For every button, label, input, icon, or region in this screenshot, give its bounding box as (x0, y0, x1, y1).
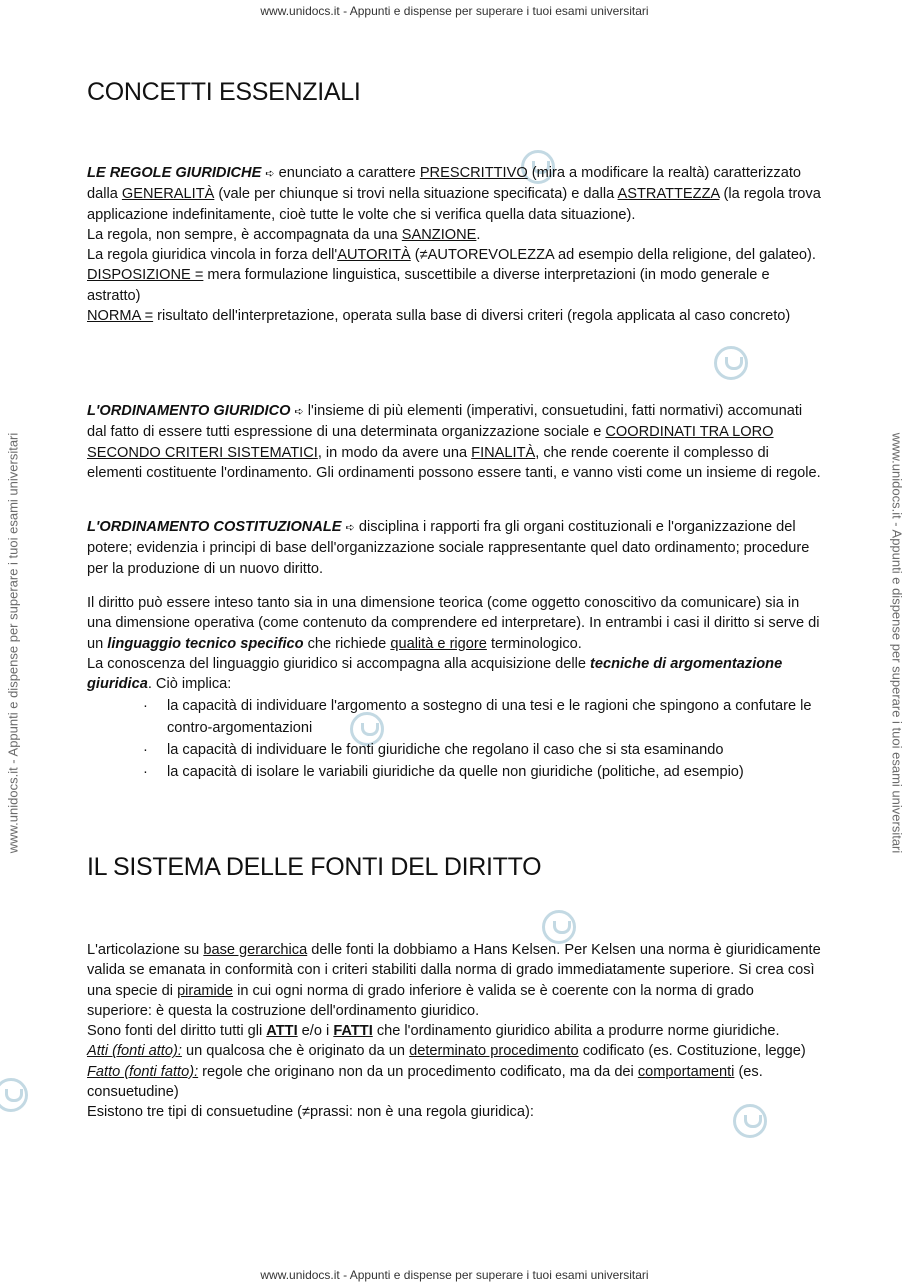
unidocs-logo-icon (542, 910, 576, 944)
term-tecniche-argomentazione: tecniche di argomentazione giuridica (87, 655, 783, 693)
consuetudine-line: Esistono tre tipi di consuetudine (≠prassi: non è una regola giuridica): (87, 1104, 534, 1121)
term-base-gerarchica: base gerarchica (203, 942, 308, 958)
paragraph-ordinamento-costituzionale: L'ORDINAMENTO COSTITUZIONALE ➪ disciplina i rapporti fra gli organi costituzionali e l'organizzazione del potere; evidenzia i principi di base dell'organizzazione sociale rappresentante quel dato ordinamento; procedure per la produzione di un nuovo diritto. (87, 519, 810, 577)
regole-lead: LE REGOLE GIURIDICHE (87, 165, 262, 181)
term-sanzione: SANZIONE (401, 226, 477, 243)
paragraph-ordinamento-giuridico: L'ORDINAMENTO GIURIDICO ➪ l'insieme di più elementi (imperativi, consuetudini, fatti normativi) accomunati dal fatto di essere tutti espressione di una determinata organizzazione sociale e COORDINATI TRA LORO SECONDO CRITERI SISTEMATICI, in modo da avere una FINALITÀ, che rende coerente il complesso di elementi costituente l'ordinamento. Gli ordinamenti possono essere tanti, e vanno visti come un insieme di regole. (87, 403, 821, 481)
arrow-icon: ➪ (294, 406, 304, 418)
regole-sanzione: La regola, non sempre, è accompagnata da una SANZIONE. (87, 226, 481, 243)
term-fatti: FATTI (333, 1023, 373, 1040)
implications-list (87, 695, 822, 783)
label-fatto: Fatto (fonti fatto): (87, 1063, 199, 1080)
arrow-icon: ➪ (345, 522, 355, 534)
section-title-concetti: CONCETTI ESSENZIALI (87, 78, 361, 106)
costituzionale-lead: L'ORDINAMENTO COSTITUZIONALE (87, 519, 342, 535)
list-item: · la capacità di individuare le fonti giuridiche che regolano il caso che si sta esaminando (87, 739, 822, 761)
term-determinato-procedimento: determinato procedimento (409, 1043, 579, 1060)
regole-disposizione: DISPOSIZIONE = mera formulazione linguistica, suscettibile a diverse interpretazioni (in modo generale e astratto) (87, 267, 770, 304)
term-atti: ATTI (266, 1023, 298, 1040)
term-finalita: FINALITÀ (471, 444, 536, 461)
term-norma: NORMA = (87, 308, 154, 325)
unidocs-logo-icon (0, 1078, 28, 1112)
regole-autorita: La regola giuridica vincola in forza dell'AUTORITÀ (≠AUTOREVOLEZZA ad esempio della religione, del galateo). (87, 247, 816, 264)
regole-definition: LE REGOLE GIURIDICHE ➪ enunciato a carattere PRESCRITTIVO (mira a modificare la realtà) caratterizzato dalla GENERALITÀ (vale per chiunque si trovi nella situazione specificata) e dalla ASTRATTEZZA (la regola trova applicazione indefinitamente, cioè tutte le volte che si verifica quella data situazione). (87, 165, 821, 223)
term-piramide: piramide (177, 982, 234, 999)
watermark-right: www.unidocs.it - Appunti e dispense per superare i tuoi esami universitari (889, 432, 905, 854)
label-atti: Atti (fonti atto): (87, 1043, 182, 1060)
paragraph-diritto: Il diritto può essere inteso tanto sia in una dimensione teorica (come oggetto conoscitivo da comunicare) sia in una dimensione operativa (come contenuto da comprendere ed interpretare). In entrambi i casi il diritto si serve di un linguaggio tecnico specifico che richiede qualità e rigore terminologico. La conoscenza del linguaggio giuridico si accompagna alla acquisizione delle tecniche di argomentazione giuridica. Ciò implica: · la capacità di individuare l'argomento a sostegno di una tesi e le ragioni che spingono a confutare le contro-argomentazioni · la capacità di individuare le fonti giuridiche che regolano il caso che si sta esaminando · la capacità di isolare le variabili giuridiche da quelle non giuridiche (politiche, ad esempio) (87, 593, 822, 783)
term-disposizione: DISPOSIZIONE = (87, 267, 204, 284)
paragraph-regole-giuridiche (87, 163, 822, 326)
term-autorita: AUTORITÀ (337, 247, 411, 264)
watermark-left: www.unidocs.it - Appunti e dispense per superare i tuoi esami universitari (5, 432, 21, 854)
unidocs-logo-icon (714, 346, 748, 380)
watermark-top: www.unidocs.it - Appunti e dispense per superare i tuoi esami universitari (260, 4, 649, 18)
term-qualita-rigore: qualità e rigore (390, 635, 487, 652)
term-comportamenti: comportamenti (637, 1063, 735, 1080)
section-title-fonti: IL SISTEMA DELLE FONTI DEL DIRITTO (87, 853, 542, 881)
arrow-icon: ➪ (265, 168, 275, 180)
term-prescrittivo: PRESCRITTIVO (419, 165, 528, 181)
watermark-bottom: www.unidocs.it - Appunti e dispense per superare i tuoi esami universitari (260, 1268, 649, 1282)
term-linguaggio-tecnico: linguaggio tecnico specifico (107, 635, 304, 652)
paragraph-fonti: L'articolazione su base gerarchica delle fonti la dobbiamo a Hans Kelsen. Per Kelsen una norma è giuridicamente valida se emanata in conformità con i criteri stabiliti dalla norma di grado immediatamente superiore. Si crea così una specie di piramide in cui ogni norma di grado inferiore è valida se è coerente con la norma di grado superiore: è questa la costruzione dell'ordinamento giuridico. Sono fonti del diritto tutti gli ATTI e/o i FATTI che l'ordinamento giuridico abilita a produrre norme giuridiche. Atti (fonti atto): un qualcosa che è originato da un determinato procedimento codificato (es. Costituzione, legge) Fatto (fonti fatto): regole che originano non da un procedimento codificato, ma da dei comportamenti (es. consuetudine) Esistono tre tipi di consuetudine (≠prassi: non è una regola giuridica): (87, 940, 822, 1123)
list-item: · la capacità di isolare le variabili giuridiche da quelle non giuridiche (politiche, ad esempio) (87, 761, 822, 783)
term-coordinati: COORDINATI TRA LORO SECONDO CRITERI SISTEMATICI (87, 424, 774, 461)
regole-norma: NORMA = risultato dell'interpretazione, operata sulla base di diversi criteri (regola applicata al caso concreto) (87, 308, 791, 325)
term-astrattezza: ASTRATTEZZA (617, 186, 720, 203)
ordinamento-lead: L'ORDINAMENTO GIURIDICO (87, 403, 291, 419)
list-item: · la capacità di individuare l'argomento a sostegno di una tesi e le ragioni che spingono a confutare le contro-argomentazioni (87, 695, 822, 739)
term-generalita: GENERALITÀ (121, 186, 215, 203)
